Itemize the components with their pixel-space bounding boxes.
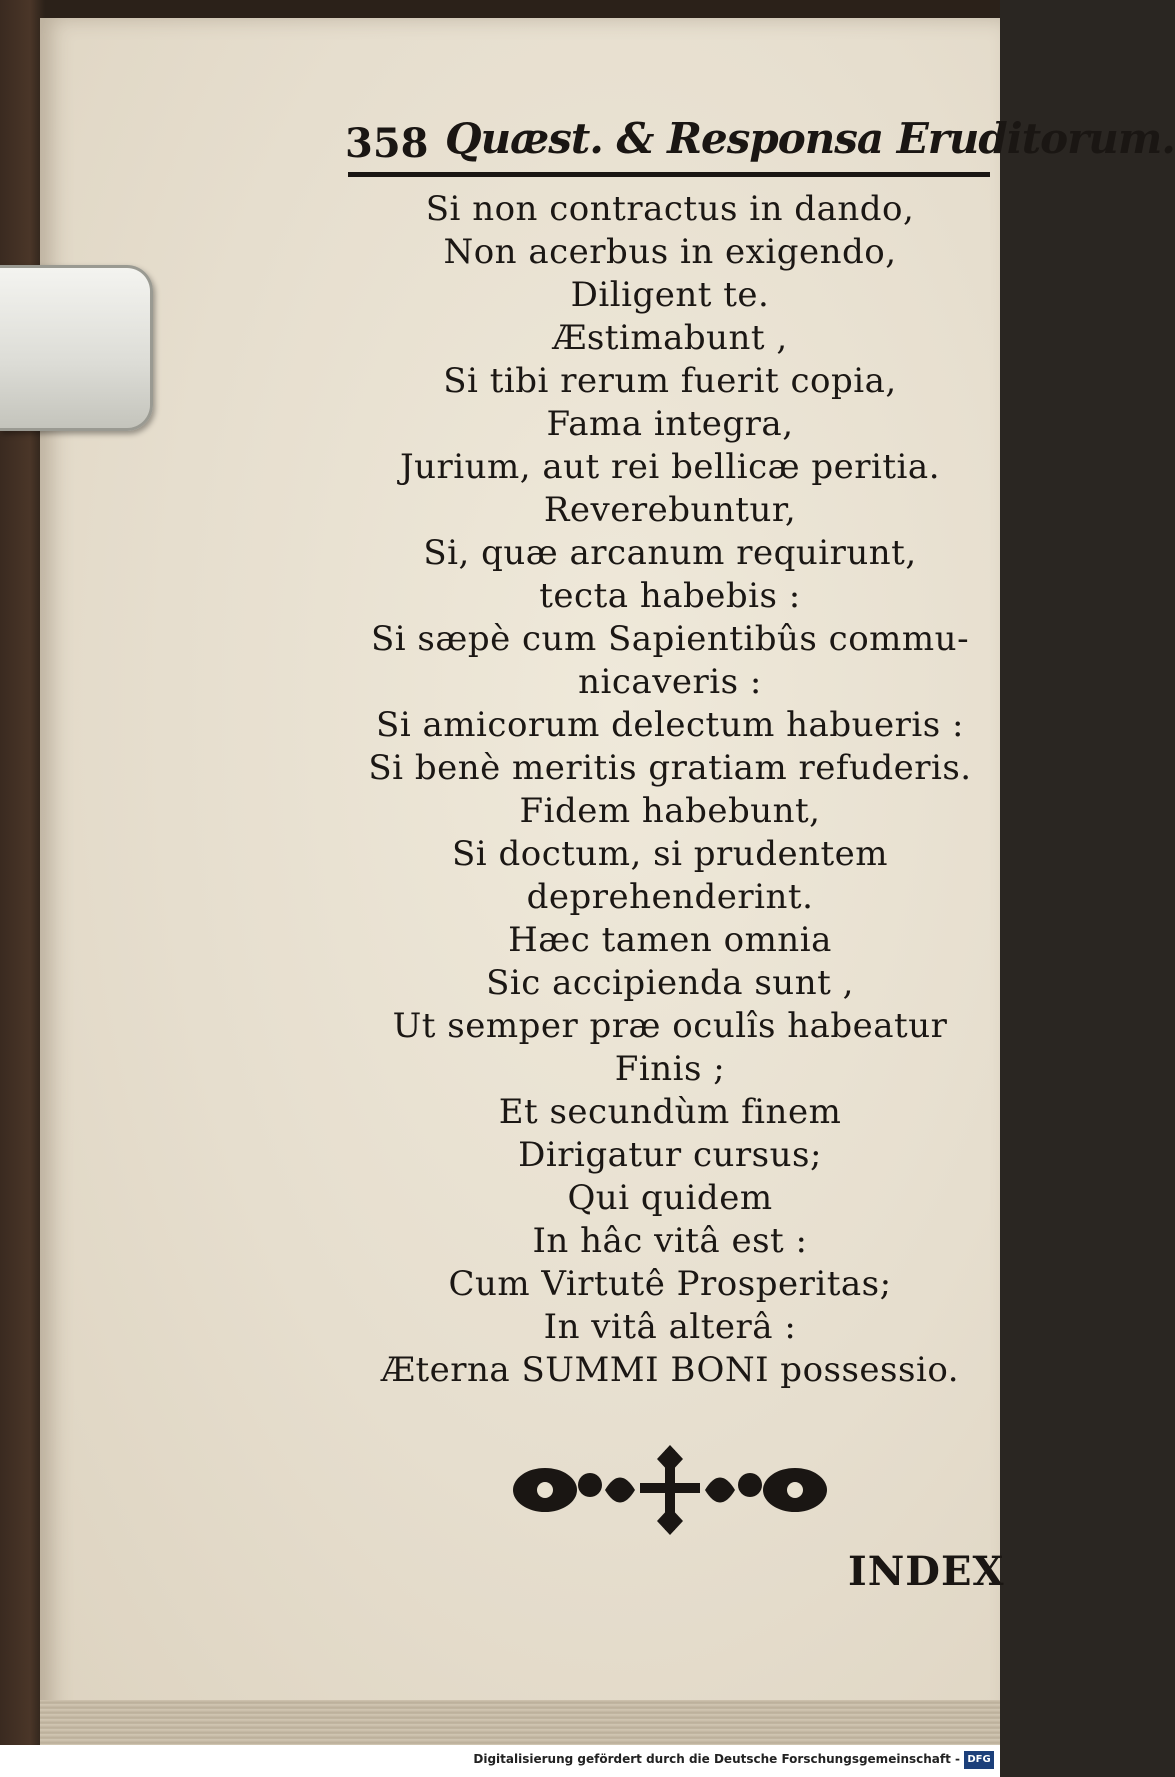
- verse-line: Dirigatur cursus;: [518, 1135, 822, 1175]
- verse-line: tecta habebis :: [539, 576, 801, 616]
- funding-credit: Digitalisierung gefördert durch die Deutsche Forschungsgemeinschaft -: [473, 1752, 960, 1766]
- verse-line: Qui quidem: [567, 1178, 773, 1218]
- verse-line: Finis ;: [614, 1049, 726, 1089]
- verse-line: Cum Virtutê Prosperitas;: [448, 1264, 892, 1304]
- verse-line: Fidem habebunt,: [519, 791, 821, 831]
- verse-line: Si non contractus in dando,: [425, 189, 915, 229]
- verse-line: Et secundùm finem: [498, 1092, 842, 1132]
- page-edge: [40, 1700, 1000, 1745]
- fleuron-ornament-icon: [505, 1445, 835, 1535]
- page-number: 358: [345, 120, 429, 167]
- verse-line: Si sæpè cum Sapientibûs commu-: [370, 619, 970, 659]
- verse-line: Jurium, aut rei bellicæ peritia.: [399, 447, 941, 487]
- catchword: INDEX: [848, 1548, 1005, 1595]
- verse-line: Non acerbus in exigendo,: [443, 232, 897, 272]
- verse-line: Si amicorum delectum habueris :: [376, 705, 964, 745]
- verse-line: Si benè meritis gratiam refuderis.: [368, 748, 972, 788]
- verse-line: Æterna SUMMI BONI possessio.: [380, 1350, 960, 1390]
- verse-line: In hâc vitâ est :: [532, 1221, 808, 1261]
- running-head: [345, 108, 1175, 178]
- verse-line: Ut semper præ oculîs habeatur: [392, 1006, 948, 1046]
- verse-line: Reverebuntur,: [543, 490, 797, 530]
- verse-line: Si tibi rerum fuerit copia,: [443, 361, 897, 401]
- digitization-footer: [0, 1745, 1000, 1777]
- verse-line: In vitâ alterâ :: [543, 1307, 797, 1347]
- page-clip: [0, 265, 153, 431]
- verse-line: Si doctum, si prudentem: [451, 834, 889, 874]
- verse-line: Hæc tamen omnia: [508, 920, 832, 960]
- running-title: Quæst. & Responsa Eruditorum.: [445, 114, 1175, 163]
- verse-line: Fama integra,: [546, 404, 794, 444]
- verse-line: Si, quæ arcanum requirunt,: [423, 533, 917, 573]
- verse-line: nicaveris :: [578, 662, 762, 702]
- verse-line: Æstimabunt ,: [552, 318, 788, 358]
- verse-line: Diligent te.: [570, 275, 770, 315]
- header-rule: [348, 172, 990, 177]
- verse-block: [340, 188, 1000, 1392]
- verse-line: deprehenderint.: [526, 877, 814, 917]
- verse-line: Sic accipienda sunt ,: [486, 963, 854, 1003]
- dfg-logo: DFG: [964, 1751, 994, 1769]
